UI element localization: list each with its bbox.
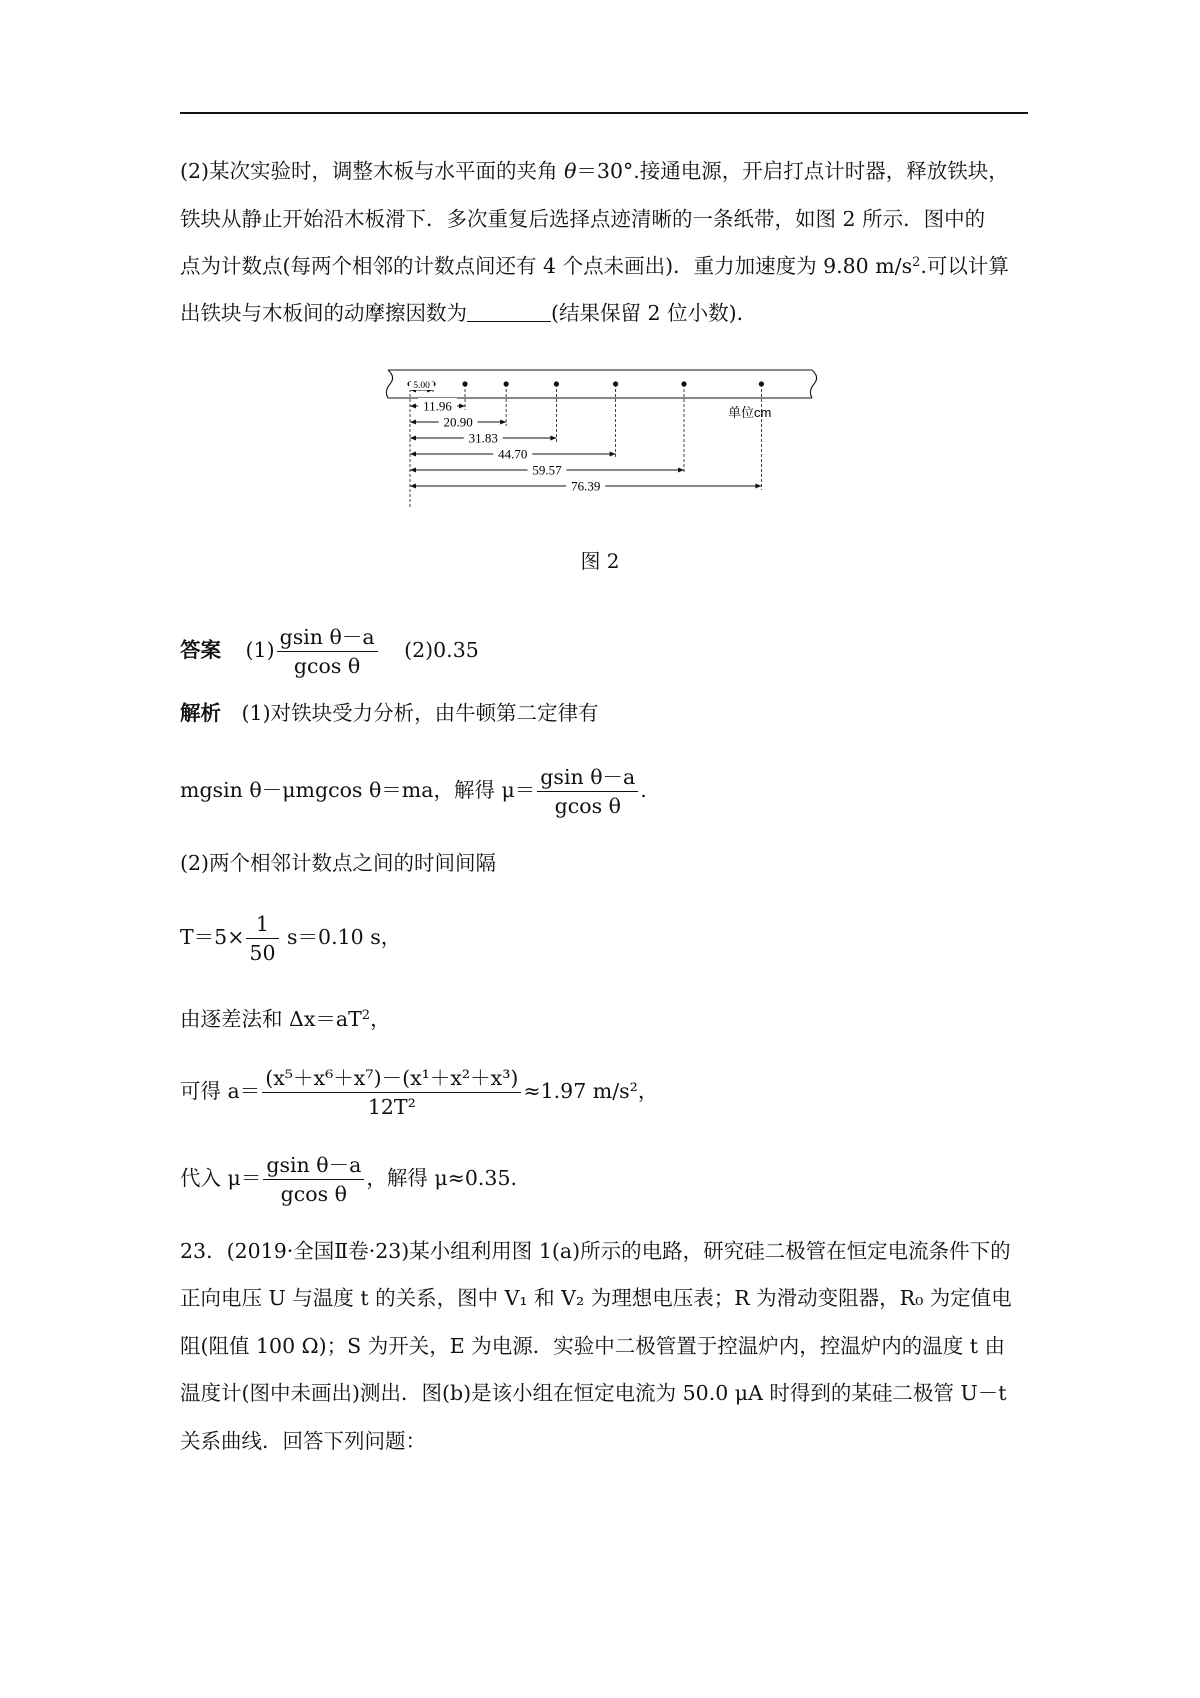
analysis-eq-1: mgsin θ－μmgcos θ＝ma，解得 μ＝ $\frac{\text{gsin θ－a}}{\text{gcos θ}}$ . [180, 765, 647, 818]
answer-fraction: $\frac{\text{gsin θ－a}}{\text{gcos θ}}$ [277, 625, 378, 678]
q23-line-4: 温度计(图中未画出)测出．图(b)是该小组在恒定电流为 50.0 μA 时得到的某硅二极管 U－t [180, 1381, 1007, 1405]
q22-line-2: 铁块从静止开始沿木板滑下．多次重复后选择点迹清晰的一条纸带，如图 2 所示．图中的 [180, 207, 986, 231]
analysis-diff: 由逐差法和 $\Delta x=aT^2$， [180, 1007, 391, 1031]
tape-outline [386, 370, 816, 398]
arrow-right-1 [459, 404, 465, 409]
arrow-left-6 [410, 484, 416, 489]
arrow-left-1 [410, 404, 416, 409]
q23-line-1: 23．(2019·全国Ⅱ卷·23)某小组利用图 1(a)所示的电路，研究硅二极管在恒定电流条件下的 [180, 1239, 1011, 1263]
figure-caption: 图 2 [580, 549, 620, 573]
distance-label-5: 59.57 [532, 462, 562, 478]
dimension-lines [409, 381, 761, 509]
analysis-a: 可得 a＝ $\frac{\text{(x⁵＋x⁶＋x⁷)－(x¹＋x²＋x³)}}{\text{12T²}}$ ≈1.97 m/s²， [180, 1066, 659, 1119]
analysis-line-3: (2)两个相邻计数点之间的时间间隔 [180, 851, 497, 875]
analysis-T: T＝5× $\frac{1}{50}$ s＝0.10 s， [180, 912, 402, 965]
mu-fraction: $\frac{\text{gsin θ－a}}{\text{gcos θ}}$ [537, 765, 638, 818]
arrow-right-6 [755, 484, 761, 489]
unit-label: 单位cm [728, 405, 772, 420]
a-fraction: $\frac{\text{(x⁵＋x⁶＋x⁷)－(x¹＋x²＋x³)}}{\text{12T²}}$ [262, 1066, 521, 1119]
q22-line-4: 出铁块与木板间的动摩擦因数为 (结果保留 2 位小数)． [180, 301, 758, 325]
q22-line-3: 点为计数点(每两个相邻的计数点间还有 4 个点未画出)．重力加速度为 9.80 $m/s^2$.可以计算 [180, 254, 1009, 278]
distance-label-4: 44.70 [498, 446, 528, 462]
answer-line: 答案 (1) $\frac{\text{gsin θ－a}}{\text{gcos θ}}$ (2)0.35 [180, 625, 479, 678]
mu-fraction-2: $\frac{\text{gsin θ－a}}{\text{gcos θ}}$ [263, 1153, 364, 1206]
T-fraction: $\frac{1}{50}$ [246, 912, 278, 965]
distance-label-6: 76.39 [571, 478, 601, 494]
arrow-left-3 [410, 436, 416, 441]
analysis-mu: 代入 μ＝ $\frac{\text{gsin θ－a}}{\text{gcos θ}}$ ，解得 μ≈0.35. [180, 1153, 518, 1206]
count-points [407, 381, 764, 386]
analysis-line-1: 解析 (1)对铁块受力分析，由牛顿第二定律有 [180, 701, 599, 725]
arrow-right-2 [500, 420, 506, 425]
q23-line-3: 阻(阻值 100 Ω)；S 为开关，E 为电源．实验中二极管置于控温炉内，控温炉内的温度 t 由 [180, 1334, 1005, 1358]
arrow-left-2 [410, 420, 416, 425]
paper-tape-figure [384, 364, 824, 514]
distance-label-3: 31.83 [468, 430, 498, 446]
answer-blank [467, 301, 551, 322]
q22-line-1: (2)某次实验时，调整木板与水平面的夹角 θ＝30°.接通电源，开启打点计时器，释放铁块， [180, 159, 1009, 183]
distance-label-1: 11.96 [423, 398, 452, 414]
arrow-left-4 [410, 452, 416, 457]
arrow-right-3 [550, 436, 556, 441]
header-rule [180, 112, 1028, 114]
distance-label-0: 5.00 [413, 381, 430, 391]
arrow-right-4 [610, 452, 616, 457]
answer-label: 答案 [180, 638, 221, 662]
arrow-left-5 [410, 468, 416, 473]
arrow-right-5 [678, 468, 684, 473]
analysis-label: 解析 [180, 701, 221, 725]
distance-label-2: 20.90 [443, 414, 473, 430]
q23-line-5: 关系曲线．回答下列问题： [180, 1429, 426, 1453]
q23-line-2: 正向电压 U 与温度 t 的关系，图中 V₁ 和 V₂ 为理想电压表；R 为滑动变阻器，R₀ 为定值电 [180, 1286, 1012, 1310]
